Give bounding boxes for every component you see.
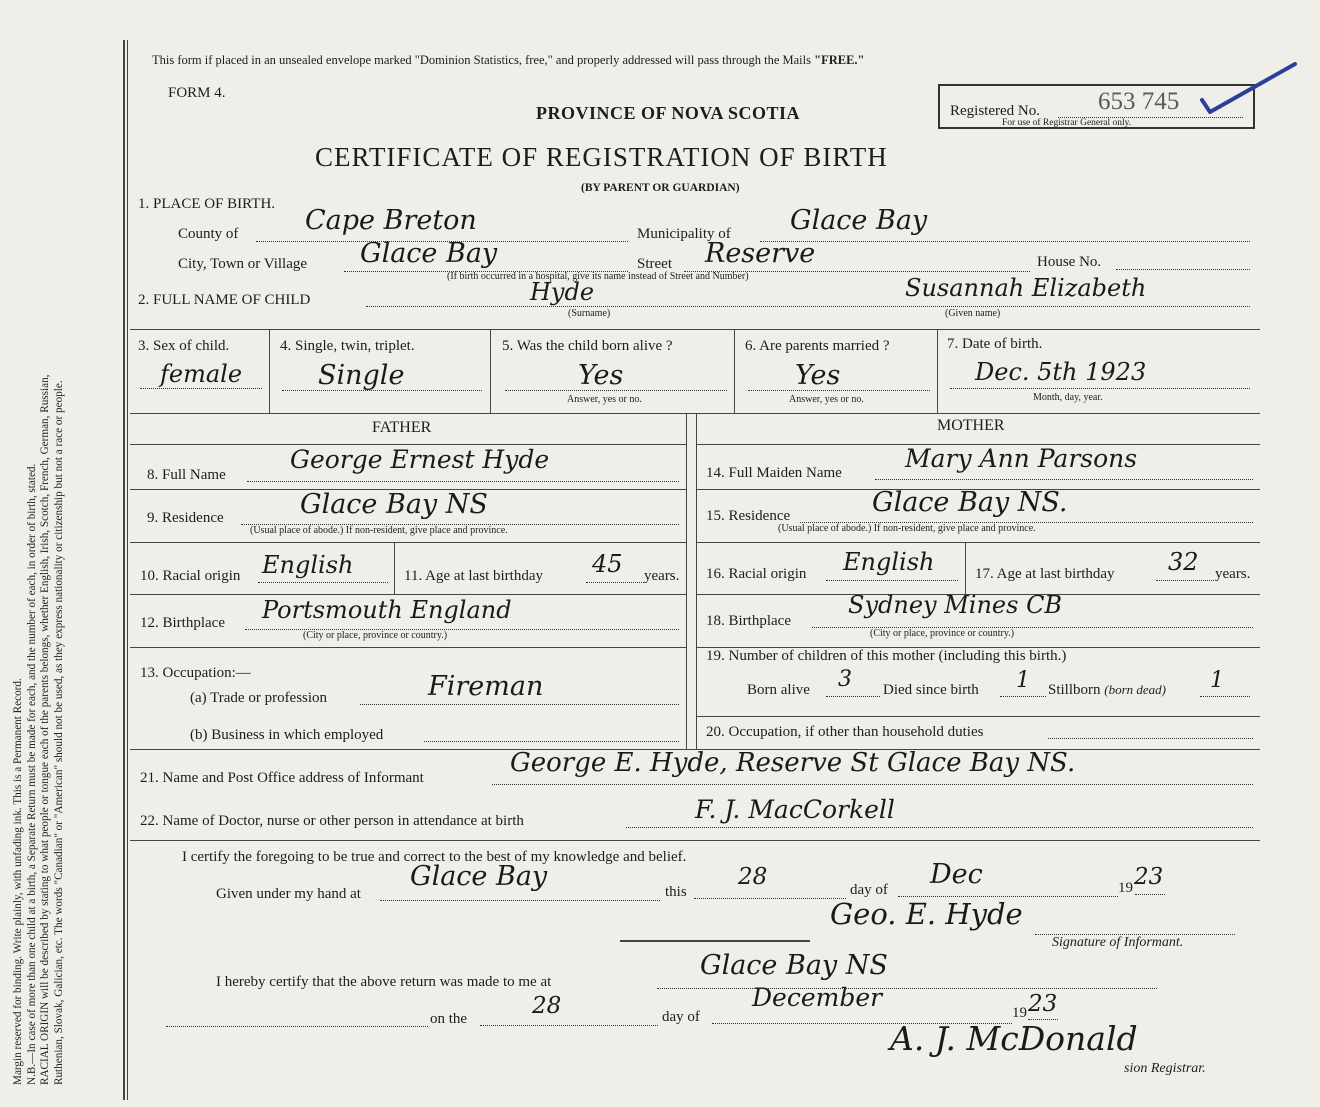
father-age-label: 11. Age at last birthday — [404, 568, 543, 584]
died-since-birth-value: 1 — [1016, 668, 1030, 693]
municipality-value: Glace Bay — [790, 205, 928, 236]
father-birthplace-caption: (City or place, province or country.) — [303, 630, 448, 641]
return-month-value: December — [752, 983, 883, 1012]
child-name-label: 2. FULL NAME OF CHILD — [138, 292, 311, 308]
margin-rule — [123, 40, 125, 1100]
given-year-value: 23 — [1134, 864, 1164, 890]
father-name-value: George Ernest Hyde — [290, 445, 550, 474]
mother-racial-origin-value: English — [843, 548, 935, 576]
given-month-value: Dec — [930, 859, 983, 890]
sex-label: 3. Sex of child. — [138, 338, 230, 354]
mother-residence-value: Glace Bay NS. — [872, 487, 1068, 518]
born-alive-count-label: Born alive — [747, 682, 810, 698]
trade-value: Fireman — [428, 671, 544, 702]
return-statement: I hereby certify that the above return was made to me at — [216, 974, 552, 990]
sex-value: female — [160, 360, 243, 388]
given-day-value: 28 — [738, 864, 768, 890]
father-residence-label: 9. Residence — [147, 510, 224, 526]
mother-racial-origin-label: 16. Racial origin — [706, 566, 807, 582]
occupation-label: 13. Occupation:— — [140, 665, 251, 681]
street-value: Reserve — [705, 238, 816, 269]
mother-maiden-name-value: Mary Ann Parsons — [905, 444, 1138, 473]
father-racial-origin-label: 10. Racial origin — [140, 568, 241, 584]
father-age-value: 45 — [592, 550, 623, 578]
check-mark-icon — [1200, 60, 1300, 120]
on-the-label: on the — [430, 1011, 468, 1027]
return-place-value: Glace Bay NS — [700, 950, 888, 981]
doctor-label: 22. Name of Doctor, nurse or other person in attendance at birth — [140, 813, 524, 829]
answer-caption-6: Answer, yes or no. — [789, 394, 864, 405]
date-of-birth-label: 7. Date of birth. — [947, 336, 1043, 352]
parents-married-question: 6. Are parents married ? — [745, 338, 890, 354]
surname-caption: (Surname) — [568, 308, 611, 319]
margin-line-2: N.B.—In case of more than one child at a birth, a Separate Return must be made for each, and the number of each, in order of birth, stated. — [25, 463, 38, 1085]
child-given-name-value: Susannah Elizabeth — [905, 274, 1147, 302]
answer-caption-5: Answer, yes or no. — [567, 394, 642, 405]
mother-occupation-label: 20. Occupation, if other than household duties — [706, 724, 984, 740]
father-age-years: years. — [644, 568, 680, 584]
trade-label: (a) Trade or profession — [190, 690, 328, 706]
return-year-prefix: 19 — [1012, 1005, 1027, 1021]
registrar-note: For use of Registrar General only. — [1002, 118, 1132, 128]
margin-line-3: RACIAL ORIGIN will be described by stating to what people or tongue each of the parents belongs, whether English, Irish, Scotch, French, German, Russian, — [39, 374, 52, 1085]
margin-line-4: Ruthenian, Slovak, Galician, etc. The words "Canadian" or "American" should not be used, as they express nationality or citizenship but not a race or people. — [52, 380, 65, 1085]
city-value: Glace Bay — [360, 238, 498, 269]
mother-age-years: years. — [1215, 566, 1251, 582]
born-alive-answer: Yes — [578, 360, 624, 391]
margin-rule-inner — [127, 40, 128, 1100]
stillborn-value: 1 — [1210, 668, 1224, 693]
parents-married-answer: Yes — [795, 360, 841, 391]
father-name-label: 8. Full Name — [147, 467, 226, 483]
date-of-birth-caption: Month, day, year. — [1033, 392, 1103, 403]
mother-age-label: 17. Age at last birthday — [975, 566, 1115, 582]
form-number: FORM 4. — [168, 85, 226, 101]
county-label: County of — [178, 226, 239, 242]
return-day-value: 28 — [532, 993, 562, 1019]
registered-number-label: Registered No. — [950, 103, 1040, 119]
certify-statement: I certify the foregoing to be true and correct to the best of my knowledge and belief. — [182, 849, 687, 865]
child-surname-value: Hyde — [530, 278, 595, 306]
business-label: (b) Business in which employed — [190, 727, 384, 743]
born-alive-question: 5. Was the child born alive ? — [502, 338, 673, 354]
doctor-value: F. J. MacCorkell — [695, 795, 895, 824]
place-of-birth-heading: 1. PLACE OF BIRTH. — [138, 196, 276, 212]
this-label: this — [665, 884, 687, 900]
municipality-label: Municipality of — [637, 226, 731, 242]
city-label: City, Town or Village — [178, 256, 308, 272]
stillborn-label: Stillborn (born dead) — [1048, 682, 1167, 698]
father-residence-caption: (Usual place of abode.) If non-resident, give place and province. — [250, 525, 508, 536]
informant-value: George E. Hyde, Reserve St Glace Bay NS. — [510, 748, 1076, 778]
father-birthplace-label: 12. Birthplace — [140, 615, 225, 631]
mother-residence-label: 15. Residence — [706, 508, 791, 524]
day-of-label: day of — [850, 882, 888, 898]
died-since-birth-label: Died since birth — [883, 682, 979, 698]
registered-number-value: 653 745 — [1098, 88, 1180, 115]
born-alive-count-value: 3 — [838, 667, 852, 692]
mother-residence-caption: (Usual place of abode.) If non-resident, give place and province. — [778, 523, 1036, 534]
return-day-of-label: day of — [662, 1009, 700, 1025]
mother-birthplace-value: Sydney Mines CB — [848, 591, 1063, 619]
informant-signature: Geo. E. Hyde — [830, 897, 1023, 931]
hospital-note: (If birth occurred in a hospital, give its name instead of Street and Number) — [447, 271, 749, 282]
house-number-label: House No. — [1037, 254, 1102, 270]
father-residence-value: Glace Bay NS — [300, 489, 488, 520]
mother-maiden-name-label: 14. Full Maiden Name — [706, 465, 842, 481]
page-subtitle: (BY PARENT OR GUARDIAN) — [581, 182, 740, 194]
given-place-value: Glace Bay — [410, 861, 548, 892]
registrar-signature: A. J. McDonald — [890, 1019, 1138, 1058]
children-count-label: 19. Number of children of this mother (including this birth.) — [706, 648, 1067, 664]
county-value: Cape Breton — [305, 205, 477, 236]
father-birthplace-value: Portsmouth England — [262, 596, 512, 624]
given-under-hand-label: Given under my hand at — [216, 886, 361, 902]
margin-line-1: Margin reserved for binding. Write plainly, with unfading ink. This is a Permanent Record. — [12, 678, 24, 1085]
mother-heading: MOTHER — [937, 417, 1005, 434]
registrar-caption: sion Registrar. — [1124, 1061, 1206, 1076]
mother-age-value: 32 — [1168, 548, 1199, 576]
single-twin-label: 4. Single, twin, triplet. — [280, 338, 415, 354]
page-title: CERTIFICATE OF REGISTRATION OF BIRTH — [315, 142, 888, 172]
given-year-prefix: 19 — [1118, 880, 1133, 896]
informant-signature-caption: Signature of Informant. — [1052, 935, 1184, 950]
binding-margin-notes — [12, 55, 66, 1085]
mail-notice: This form if placed in an unsealed envelope marked "Dominion Statistics, free," and properly addressed will pass through the Mails "FREE." — [152, 53, 865, 67]
single-twin-value: Single — [318, 360, 405, 391]
informant-label: 21. Name and Post Office address of Informant — [140, 770, 424, 786]
street-label: Street — [637, 256, 672, 272]
father-racial-origin-value: English — [262, 551, 354, 579]
mother-birthplace-caption: (City or place, province or country.) — [870, 628, 1015, 639]
date-of-birth-value: Dec. 5th 1923 — [975, 358, 1147, 386]
return-year-value: 23 — [1028, 991, 1058, 1017]
given-name-caption: (Given name) — [945, 308, 1001, 319]
province-heading: PROVINCE OF NOVA SCOTIA — [536, 103, 801, 123]
father-heading: FATHER — [372, 419, 432, 436]
mother-birthplace-label: 18. Birthplace — [706, 613, 791, 629]
